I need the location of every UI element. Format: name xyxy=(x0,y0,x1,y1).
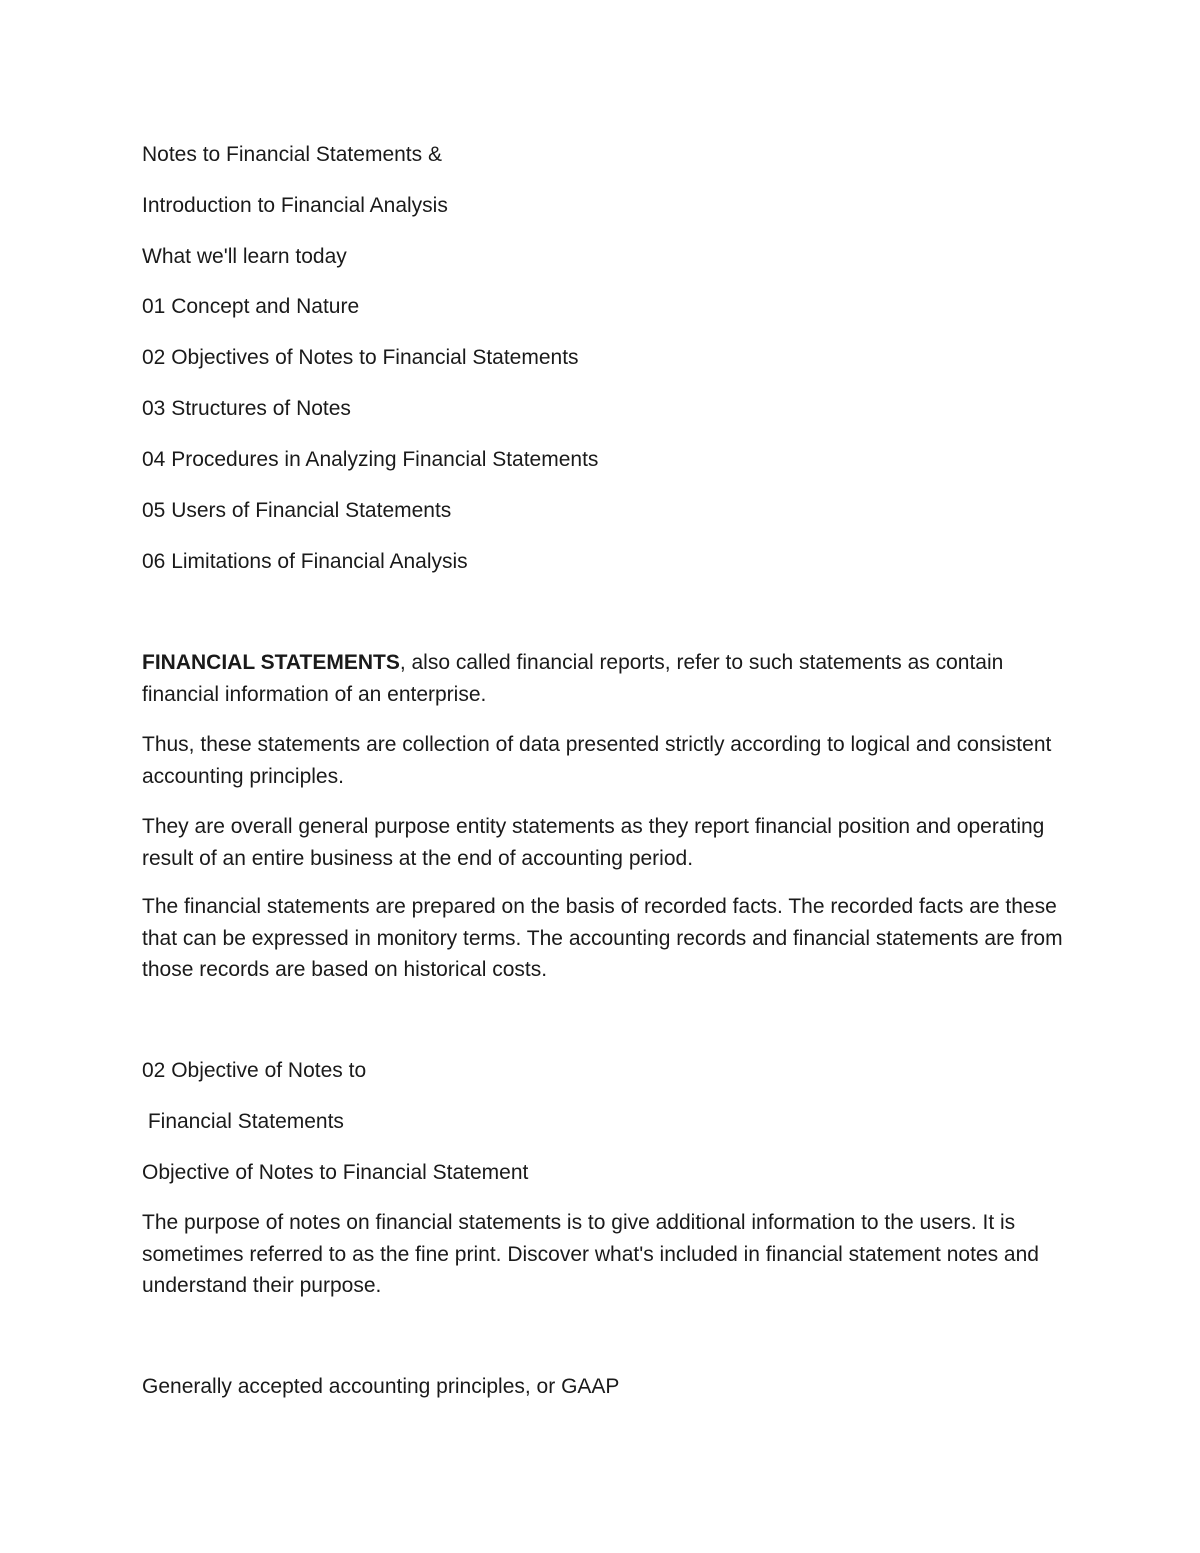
concept-paragraph-3: They are overall general purpose entity statements as they report financial position and operating result of an entire business at the end of accounting period. xyxy=(142,815,1045,870)
definition-term: FINANCIAL STATEMENTS xyxy=(142,651,400,674)
agenda-item-05: 05 Users of Financial Statements xyxy=(142,499,452,522)
objectives-heading-line-1: 02 Objective of Notes to xyxy=(142,1059,367,1082)
agenda-item-02: 02 Objectives of Notes to Financial Statements xyxy=(142,346,579,369)
gaap-heading: Generally accepted accounting principles, or GAAP xyxy=(142,1375,620,1398)
concept-paragraph-2: Thus, these statements are collection of data presented strictly according to logical and consistent accounting principles. xyxy=(142,733,1052,788)
objectives-heading-line-2: Financial Statements xyxy=(142,1110,344,1133)
concept-paragraph-4: The financial statements are prepared on the basis of recorded facts. The recorded facts are these that can be expressed in monitory terms. The accounting records and financial statements are from those records are based on historical costs. xyxy=(142,895,1063,981)
doc-title-line-2: Introduction to Financial Analysis xyxy=(142,194,448,217)
definition-text: , also called financial reports, refer to such statements as contain financial information of an enterprise. xyxy=(142,651,1004,706)
agenda-item-01: 01 Concept and Nature xyxy=(142,295,360,318)
objectives-body: The purpose of notes on financial statements is to give additional information to the users. It is sometimes referred to as the fine print. Discover what's included in financial statement notes and understand their purpose. xyxy=(142,1211,1039,1297)
definition-paragraph xyxy=(142,647,1072,710)
objectives-subheading: Objective of Notes to Financial Statement xyxy=(142,1161,529,1184)
agenda-intro: What we'll learn today xyxy=(142,245,347,268)
agenda-item-06: 06 Limitations of Financial Analysis xyxy=(142,550,468,573)
agenda-item-04: 04 Procedures in Analyzing Financial Statements xyxy=(142,448,599,471)
agenda-item-03: 03 Structures of Notes xyxy=(142,397,351,420)
doc-title-line-1: Notes to Financial Statements & xyxy=(142,143,442,166)
